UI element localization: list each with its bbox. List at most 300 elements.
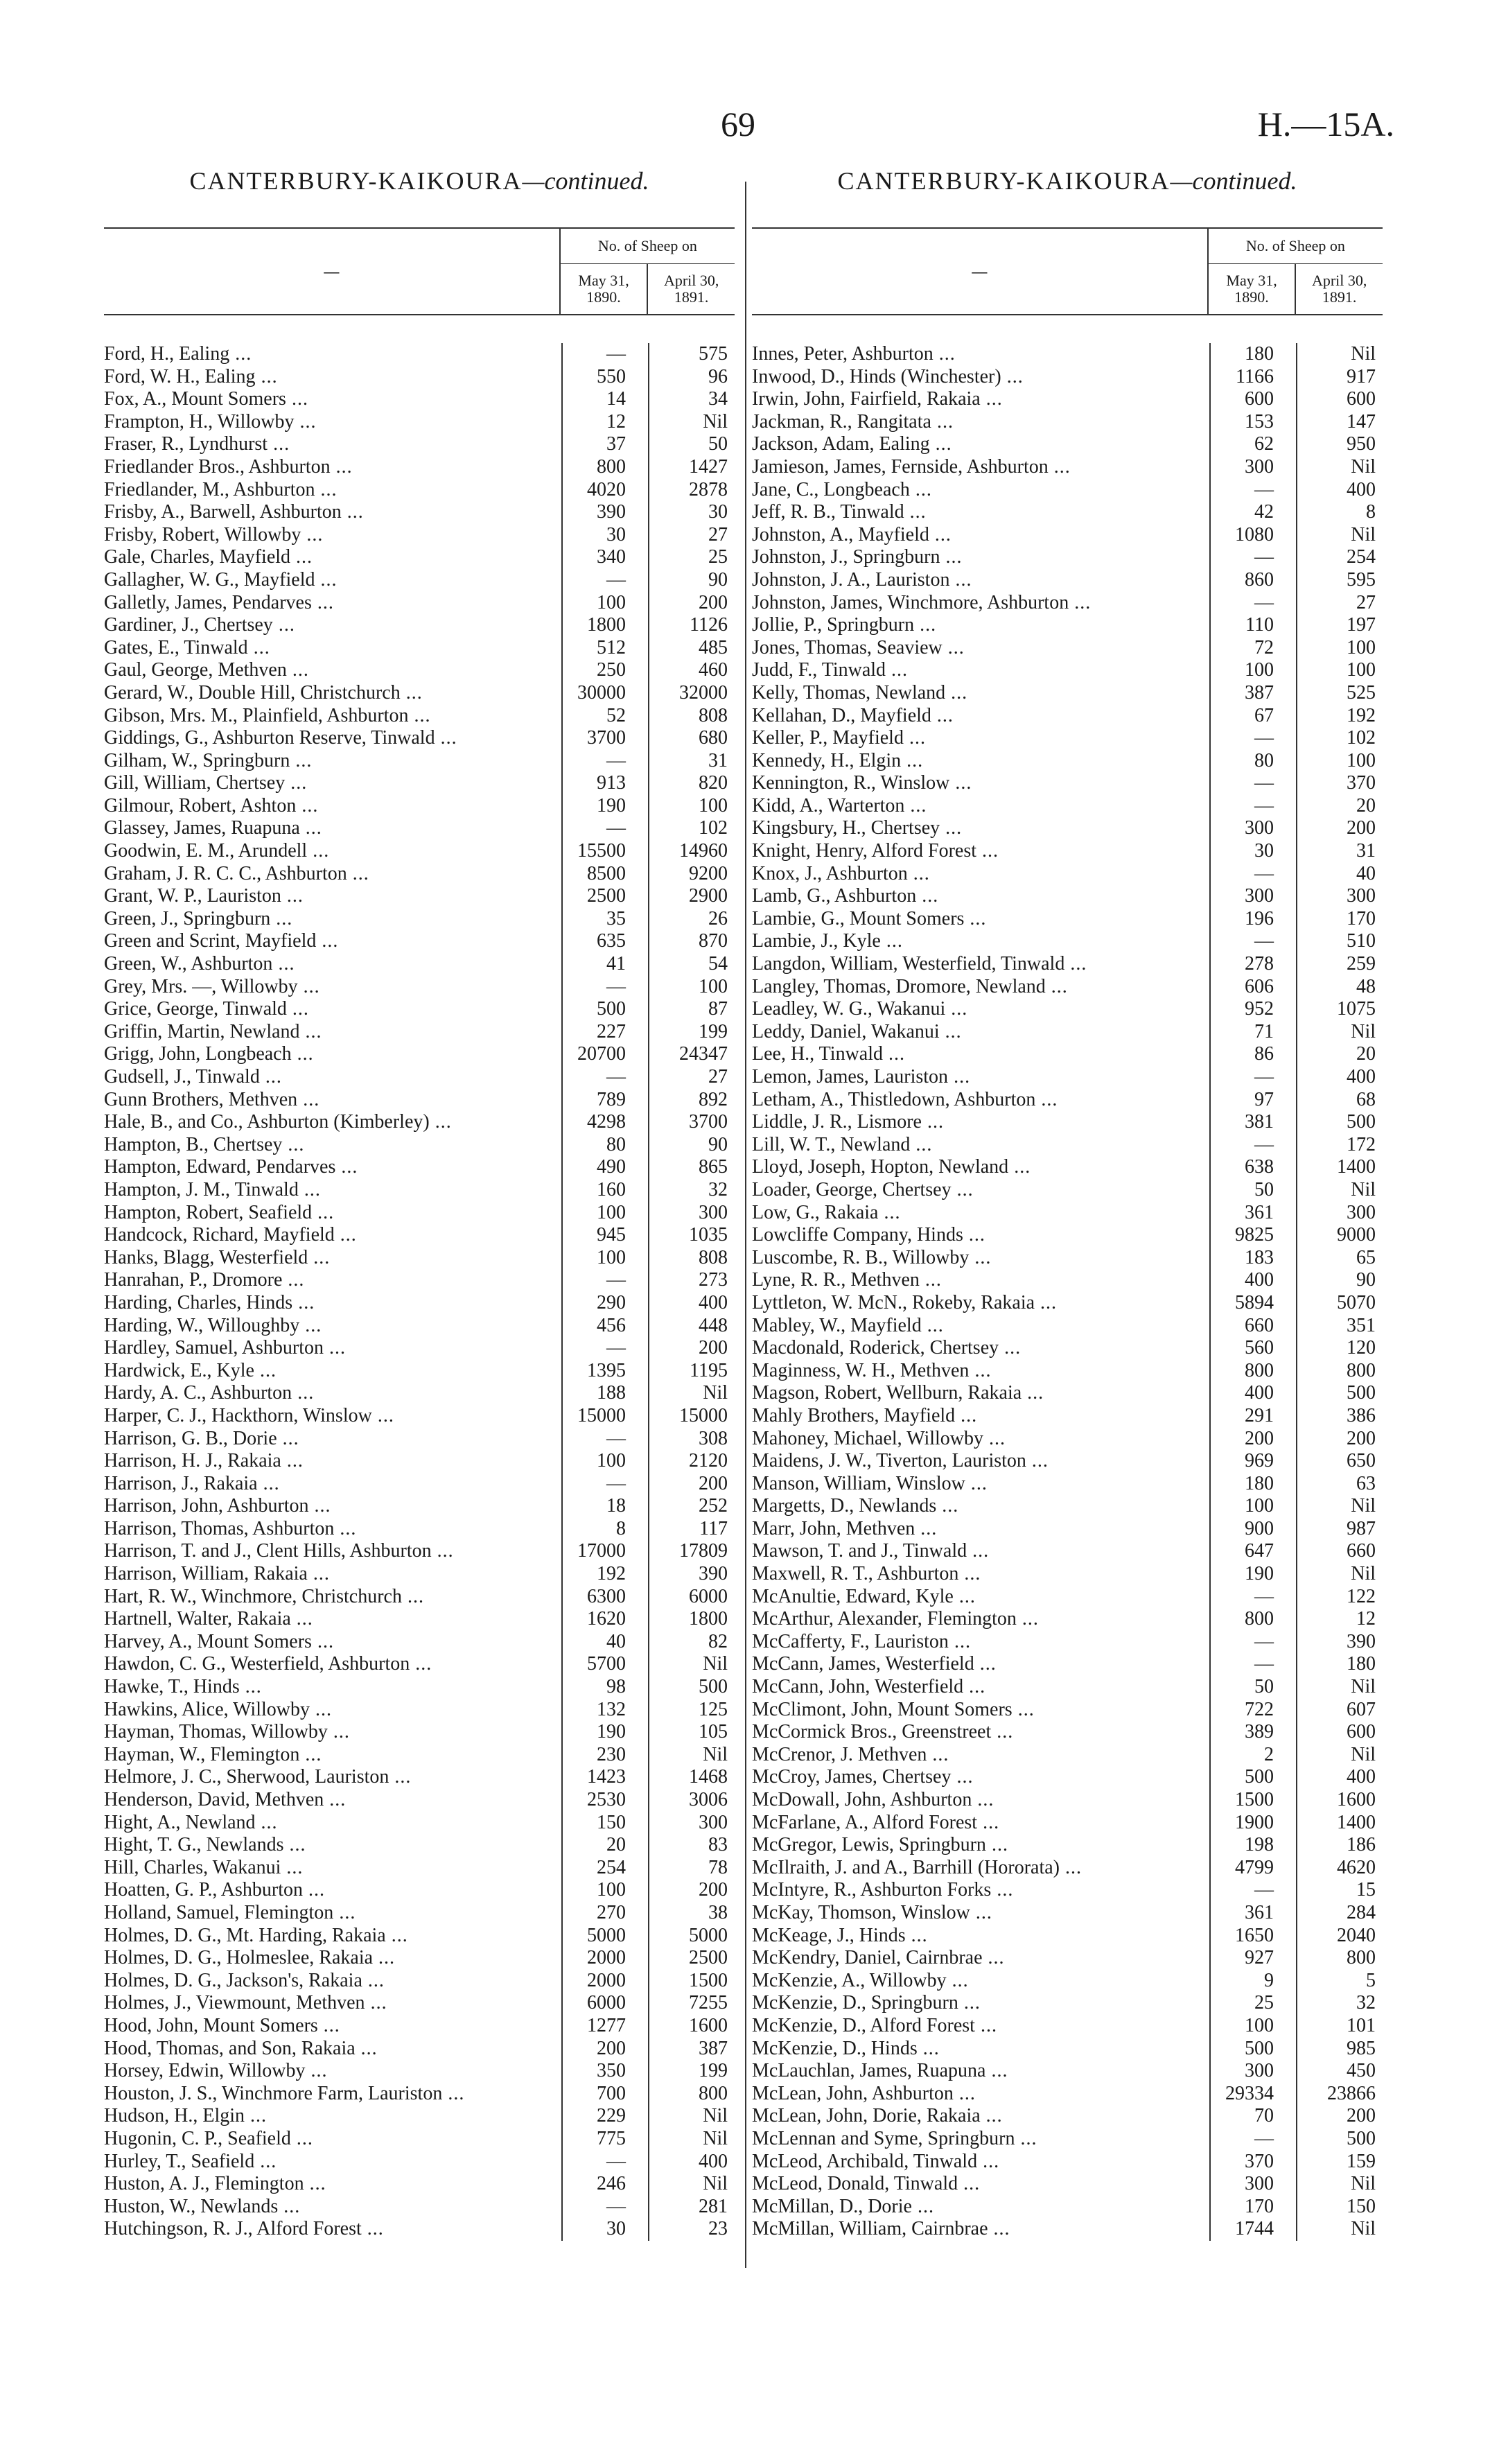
sheep-1890: 300 bbox=[1245, 2060, 1274, 2082]
owner-name bbox=[752, 1089, 1209, 1112]
sheep-1890: 100 bbox=[597, 1450, 626, 1472]
owner-name bbox=[104, 1789, 561, 1812]
owner-name bbox=[104, 456, 561, 479]
sheep-1891: 1126 bbox=[690, 614, 728, 636]
table-row bbox=[752, 2060, 1383, 2083]
sheep-1890: 2500 bbox=[587, 885, 626, 907]
leader-dots: ... bbox=[985, 1834, 1008, 1856]
owner-name-text: Maidens, J. W., Tiverton, Lauriston bbox=[752, 1450, 1026, 1472]
sheep-1890: — bbox=[606, 2195, 626, 2217]
leader-dots: ... bbox=[315, 568, 338, 591]
owner-name bbox=[104, 1857, 561, 1880]
sheep-1891: 5070 bbox=[1337, 1291, 1376, 1313]
sheep-1891: 78 bbox=[708, 1856, 728, 1878]
owner-name-text: Galletly, James, Pendarves bbox=[104, 591, 312, 613]
sheep-1891: Nil bbox=[1351, 523, 1376, 545]
sheep-1891: 259 bbox=[1347, 953, 1376, 975]
sheep-1891: Nil bbox=[703, 1382, 728, 1404]
owner-name-text: Johnston, A., Mayfield bbox=[752, 523, 929, 545]
leader-dots: ... bbox=[940, 817, 963, 839]
sheep-1890: 2 bbox=[1264, 1743, 1274, 1765]
leader-dots: ... bbox=[361, 2218, 384, 2240]
owner-name-text: Gudsell, J., Tinwald bbox=[104, 1066, 260, 1087]
leader-dots: ... bbox=[915, 1517, 938, 1539]
sheep-1891: 31 bbox=[708, 749, 728, 771]
sheep-1890: 490 bbox=[597, 1156, 626, 1178]
owner-name bbox=[104, 1134, 561, 1157]
table-row bbox=[104, 1789, 735, 1812]
sheep-1891: Nil bbox=[1351, 2218, 1376, 2240]
table-header bbox=[752, 227, 1383, 315]
table-row bbox=[104, 1089, 735, 1112]
sheep-1890: 300 bbox=[1245, 817, 1274, 839]
owner-name bbox=[104, 411, 561, 434]
sheep-1891: 15 bbox=[1356, 1879, 1376, 1901]
leader-dots: ... bbox=[969, 1246, 992, 1268]
owner-name bbox=[752, 2060, 1209, 2083]
table-row bbox=[104, 1653, 735, 1676]
leader-dots: ... bbox=[936, 1495, 959, 1517]
sheep-1890: 230 bbox=[597, 1743, 626, 1765]
owner-name bbox=[104, 659, 561, 682]
owner-name-text: Hampton, Robert, Seafield bbox=[104, 1201, 313, 1223]
sheep-1891: 252 bbox=[699, 1495, 728, 1517]
owner-name bbox=[104, 976, 561, 999]
leader-dots: ... bbox=[254, 1359, 277, 1381]
leader-dots: ... bbox=[951, 1178, 974, 1200]
sheep-1890: 17000 bbox=[577, 1540, 626, 1562]
table-row bbox=[104, 1224, 735, 1247]
owner-name bbox=[752, 1473, 1209, 1496]
owner-name bbox=[104, 1653, 561, 1676]
owner-name-text: McKeage, J., Hinds bbox=[752, 1924, 906, 1946]
table-row bbox=[752, 524, 1383, 547]
table-row bbox=[752, 1902, 1383, 1925]
sheep-1891: 273 bbox=[699, 1269, 728, 1291]
sheep-1890: — bbox=[606, 1269, 626, 1291]
sheep-1890: — bbox=[606, 749, 626, 771]
sheep-1890: 560 bbox=[1245, 1337, 1274, 1359]
owner-name bbox=[104, 817, 561, 840]
table-row bbox=[104, 1631, 735, 1654]
owner-name bbox=[104, 1540, 561, 1563]
owner-name bbox=[752, 727, 1209, 750]
sheep-1890: 200 bbox=[597, 2037, 626, 2059]
sheep-1890: 1800 bbox=[587, 614, 626, 636]
table-row bbox=[104, 795, 735, 818]
leader-dots: ... bbox=[308, 1495, 331, 1517]
sheep-1890: 300 bbox=[1245, 2173, 1274, 2195]
owner-name bbox=[752, 2105, 1209, 2128]
sheep-1890: — bbox=[1254, 591, 1274, 613]
sheep-1891: 308 bbox=[699, 1427, 728, 1449]
leader-dots: ... bbox=[977, 2150, 1000, 2172]
sheep-1891: 90 bbox=[1356, 1269, 1376, 1291]
leader-dots: ... bbox=[305, 2060, 328, 2082]
table-row bbox=[752, 1247, 1383, 1270]
sheep-1891: 102 bbox=[699, 817, 728, 839]
owner-name bbox=[752, 1382, 1209, 1405]
owner-name bbox=[104, 1744, 561, 1767]
table-row bbox=[104, 569, 735, 592]
table-row bbox=[752, 1066, 1383, 1089]
sheep-1891: 200 bbox=[699, 1337, 728, 1359]
owner-name-text: Huston, A. J., Flemington bbox=[104, 2173, 304, 2195]
sheep-1890: 20 bbox=[606, 1834, 626, 1856]
table-row bbox=[104, 2015, 735, 2038]
leader-dots: ... bbox=[970, 1901, 992, 1923]
sheep-1891: 200 bbox=[699, 1879, 728, 1901]
owner-name bbox=[104, 1450, 561, 1473]
table-row bbox=[752, 2038, 1383, 2061]
owner-name-text: Leadley, W. G., Wakanui bbox=[752, 998, 946, 1020]
sheep-1891: 17809 bbox=[679, 1540, 728, 1562]
owner-name-text: McCrenor, J. Methven bbox=[752, 1743, 927, 1765]
owner-name-text: Gill, William, Chertsey bbox=[104, 772, 286, 794]
sheep-1891: 200 bbox=[1347, 817, 1376, 839]
table-row bbox=[104, 1156, 735, 1179]
table-row bbox=[752, 1360, 1383, 1383]
sheep-1890: 1900 bbox=[1235, 1811, 1274, 1833]
leader-dots: ... bbox=[389, 1766, 412, 1788]
table-row bbox=[104, 524, 735, 547]
table-row bbox=[752, 2128, 1383, 2151]
sheep-1890: 52 bbox=[606, 704, 626, 726]
leader-dots: ... bbox=[985, 2060, 1008, 2082]
owner-name-text: Mahly Brothers, Mayfield bbox=[752, 1404, 956, 1426]
owner-name bbox=[752, 1224, 1209, 1247]
owner-name-text: McIntyre, R., Ashburton Forks bbox=[752, 1879, 992, 1901]
sheep-1890: 5700 bbox=[587, 1653, 626, 1675]
table-row bbox=[752, 1653, 1383, 1676]
leader-dots: ... bbox=[341, 501, 364, 523]
sheep-1891: 300 bbox=[699, 1201, 728, 1223]
table-row bbox=[104, 930, 735, 953]
table-row bbox=[104, 1269, 735, 1292]
leader-dots: ... bbox=[939, 1020, 962, 1042]
owner-name bbox=[752, 2083, 1209, 2106]
leader-dots: ... bbox=[945, 681, 968, 704]
table-row bbox=[104, 1315, 735, 1338]
sheep-1890: 254 bbox=[597, 1856, 626, 1878]
table-row bbox=[104, 1676, 735, 1699]
owner-name bbox=[104, 1405, 561, 1428]
sheep-1890: 100 bbox=[1245, 1495, 1274, 1517]
owner-name-text: Holmes, J., Viewmount, Methven bbox=[104, 1992, 365, 2014]
owner-name-text: McGregor, Lewis, Springburn bbox=[752, 1834, 986, 1856]
owner-name-text: Hawke, T., Hinds bbox=[104, 1676, 240, 1698]
sheep-1891: 800 bbox=[1347, 1947, 1376, 1969]
owner-name-text: McIlraith, J. and A., Barrhill (Hororata) bbox=[752, 1856, 1060, 1878]
owner-name-text: Gale, Charles, Mayfield bbox=[104, 546, 291, 568]
sheep-1890: 132 bbox=[597, 1698, 626, 1720]
owner-name bbox=[104, 1066, 561, 1089]
owner-name-text: Irwin, John, Fairfield, Rakaia bbox=[752, 388, 981, 410]
leader-dots: ... bbox=[259, 1066, 282, 1087]
table-row bbox=[104, 1857, 735, 1880]
sheep-1891: 170 bbox=[1347, 907, 1376, 929]
sheep-1891: 186 bbox=[1347, 1834, 1376, 1856]
leader-dots: ... bbox=[283, 1834, 306, 1856]
sheep-1891: 4620 bbox=[1337, 1856, 1376, 1878]
sheep-1890: 30000 bbox=[577, 681, 626, 704]
sheep-1891: 1800 bbox=[689, 1608, 728, 1630]
table-row bbox=[752, 1812, 1383, 1835]
owner-name bbox=[752, 1021, 1209, 1044]
owner-name-text: Knight, Henry, Alford Forest bbox=[752, 840, 977, 862]
leader-dots: ... bbox=[1012, 1698, 1035, 1720]
column-title: CANTERBURY-KAIKOURA—continued. bbox=[189, 167, 649, 195]
owner-name-text: Grant, W. P., Lauriston bbox=[104, 885, 281, 907]
leader-dots: ... bbox=[347, 862, 369, 884]
sheep-1891: 1500 bbox=[689, 1969, 728, 1991]
table-row bbox=[104, 411, 735, 434]
table-row bbox=[104, 1540, 735, 1563]
owner-name bbox=[104, 1699, 561, 1722]
sheep-1890: 800 bbox=[597, 455, 626, 478]
owner-name-text: Lambie, J., Kyle bbox=[752, 930, 881, 952]
owner-name bbox=[104, 1992, 561, 2015]
leader-dots: ... bbox=[324, 1789, 347, 1810]
leader-dots: ... bbox=[999, 1337, 1022, 1359]
owner-name bbox=[104, 388, 561, 411]
table-row bbox=[752, 1428, 1383, 1451]
table-row bbox=[752, 817, 1383, 840]
sheep-1891: 100 bbox=[1347, 636, 1376, 658]
sheep-1890: 647 bbox=[1245, 1540, 1274, 1562]
owner-name bbox=[104, 1111, 561, 1134]
table-row bbox=[104, 1834, 735, 1857]
table-row bbox=[104, 1699, 735, 1722]
owner-name bbox=[104, 2218, 561, 2241]
owner-name bbox=[104, 1970, 561, 1993]
sheep-1891: 1468 bbox=[689, 1766, 728, 1788]
table-row bbox=[752, 1179, 1383, 1202]
sheep-1891: 500 bbox=[1347, 1111, 1376, 1133]
sheep-1891: 500 bbox=[1347, 1382, 1376, 1404]
leader-dots: ... bbox=[967, 1540, 990, 1562]
owner-name bbox=[752, 2038, 1209, 2061]
owner-name-text: McLennan and Syme, Springburn bbox=[752, 2127, 1015, 2149]
sheep-1890: 291 bbox=[1245, 1404, 1274, 1426]
leader-dots: ... bbox=[239, 1676, 262, 1698]
table-row bbox=[752, 1156, 1383, 1179]
table-row bbox=[104, 1021, 735, 1044]
leader-dots: ... bbox=[955, 1404, 978, 1426]
sheep-1891: 54 bbox=[708, 953, 728, 975]
sheep-1891: 865 bbox=[699, 1156, 728, 1178]
table-row bbox=[752, 1608, 1383, 1631]
owner-name-text: Hardwick, E., Kyle bbox=[104, 1359, 254, 1381]
sheep-1891: 680 bbox=[699, 727, 728, 749]
owner-name-text: Green, J., Springburn bbox=[104, 907, 271, 929]
leader-dots: ... bbox=[431, 1540, 454, 1562]
owner-name bbox=[752, 1428, 1209, 1451]
sheep-1891: 32 bbox=[1356, 1992, 1376, 2014]
sheep-1890: 100 bbox=[597, 1246, 626, 1268]
table-row bbox=[752, 772, 1383, 795]
leader-dots: ... bbox=[429, 1111, 452, 1133]
leader-dots: ... bbox=[270, 907, 293, 929]
table-row bbox=[104, 953, 735, 976]
table-row bbox=[104, 2128, 735, 2151]
sheep-1890: 512 bbox=[597, 636, 626, 658]
right-column bbox=[752, 166, 1383, 2241]
sheep-1890: 180 bbox=[1245, 343, 1274, 365]
sheep-1890: 390 bbox=[597, 501, 626, 523]
sheep-1890: — bbox=[606, 568, 626, 591]
sheep-1890: — bbox=[1254, 772, 1274, 794]
sheep-1890: 198 bbox=[1245, 1834, 1274, 1856]
owner-name bbox=[752, 1134, 1209, 1157]
table-row bbox=[752, 1834, 1383, 1857]
sheep-1890: 6300 bbox=[587, 1585, 626, 1607]
sheep-1890: — bbox=[1254, 1630, 1274, 1652]
owner-name-text: McKay, Thomson, Winslow bbox=[752, 1901, 970, 1923]
owner-name bbox=[104, 1902, 561, 1925]
sheep-1891: 15000 bbox=[679, 1404, 728, 1426]
sheep-1891: 159 bbox=[1347, 2150, 1376, 2172]
sheep-1890: 30 bbox=[606, 2218, 626, 2240]
sheep-1891: 808 bbox=[699, 704, 728, 726]
sheep-1891: 105 bbox=[699, 1721, 728, 1743]
table-row bbox=[752, 863, 1383, 886]
owner-name bbox=[752, 1495, 1209, 1518]
owner-name-text: McCafferty, F., Lauriston bbox=[752, 1630, 949, 1652]
leader-dots: ... bbox=[983, 1427, 1006, 1449]
owner-name bbox=[752, 1902, 1209, 1925]
table-row bbox=[752, 569, 1383, 592]
sheep-1891: Nil bbox=[1351, 1495, 1376, 1517]
leader-dots: ... bbox=[297, 1088, 320, 1110]
owner-name bbox=[752, 1360, 1209, 1383]
owner-name-text: Luscombe, R. B., Willowby bbox=[752, 1246, 970, 1268]
owner-name-text: Holmes, D. G., Jackson's, Rakaia bbox=[104, 1969, 362, 1991]
table-row bbox=[104, 546, 735, 569]
sheep-1890: 789 bbox=[597, 1088, 626, 1110]
owner-name bbox=[104, 1156, 561, 1179]
leader-dots: ... bbox=[878, 1201, 901, 1223]
leader-dots: ... bbox=[988, 2218, 1010, 2240]
sheep-1891: Nil bbox=[703, 410, 728, 432]
owner-name-text: Lamb, G., Ashburton bbox=[752, 885, 917, 907]
table-row bbox=[104, 1518, 735, 1541]
owner-name bbox=[752, 366, 1209, 389]
owner-name-text: Holmes, D. G., Holmeslee, Rakaia bbox=[104, 1947, 374, 1969]
column-divider bbox=[745, 182, 746, 2268]
owner-name-text: Harrison, T. and J., Clent Hills, Ashburton bbox=[104, 1540, 432, 1562]
sheep-1890: 290 bbox=[597, 1291, 626, 1313]
sheep-1891: 100 bbox=[699, 975, 728, 997]
owner-name-text: Fraser, R., Lyndhurst bbox=[104, 433, 268, 455]
owner-name-text: Margetts, D., Newlands bbox=[752, 1495, 937, 1517]
sheep-1891: Nil bbox=[1351, 1676, 1376, 1698]
owner-name bbox=[752, 2128, 1209, 2151]
table-row bbox=[752, 840, 1383, 863]
owner-name bbox=[752, 1247, 1209, 1270]
owner-name-text: Holmes, D. G., Mt. Harding, Rakaia bbox=[104, 1924, 386, 1946]
sheep-1891: 63 bbox=[1356, 1472, 1376, 1494]
owner-name-text: Hartnell, Walter, Rakaia bbox=[104, 1608, 291, 1630]
owner-name bbox=[104, 2015, 561, 2038]
sheep-1890: 170 bbox=[1245, 2195, 1274, 2217]
sheep-1890: — bbox=[606, 343, 626, 365]
owner-name bbox=[752, 1947, 1209, 1970]
table-row bbox=[752, 1315, 1383, 1338]
sheep-1891: 26 bbox=[708, 907, 728, 929]
table-row bbox=[104, 1202, 735, 1225]
table-row bbox=[752, 2151, 1383, 2174]
table-row bbox=[752, 2105, 1383, 2128]
sheep-1891: 32000 bbox=[679, 681, 728, 704]
leader-dots: ... bbox=[927, 1743, 949, 1765]
table-row bbox=[104, 2038, 735, 2061]
leader-dots: ... bbox=[972, 1789, 994, 1810]
leader-dots: ... bbox=[307, 1563, 330, 1585]
owner-name bbox=[752, 1269, 1209, 1292]
owner-name-text: McCroy, James, Chertsey bbox=[752, 1766, 952, 1788]
sheep-1891: 800 bbox=[1347, 1359, 1376, 1381]
owner-name bbox=[752, 1699, 1209, 1722]
owner-name-text: McDowall, John, Ashburton bbox=[752, 1789, 972, 1810]
table-row bbox=[104, 908, 735, 931]
owner-name-text: McLeod, Donald, Tinwald bbox=[752, 2173, 958, 2195]
table-row bbox=[752, 1405, 1383, 1428]
owner-name-text: Hampton, B., Chertsey bbox=[104, 1133, 283, 1155]
sheep-1891: 650 bbox=[1347, 1450, 1376, 1472]
sheep-1891: 102 bbox=[1347, 727, 1376, 749]
owner-name bbox=[752, 1721, 1209, 1744]
sheep-1891: 122 bbox=[1347, 1585, 1376, 1607]
owner-name-text: Handcock, Richard, Mayfield bbox=[104, 1224, 335, 1246]
leader-dots: ... bbox=[296, 794, 319, 816]
owner-name bbox=[104, 614, 561, 637]
owner-name-text: Hugonin, C. P., Seafield bbox=[104, 2127, 291, 2149]
leader-dots: ... bbox=[299, 817, 322, 839]
table-row bbox=[104, 659, 735, 682]
owner-name bbox=[752, 2151, 1209, 2174]
table-row bbox=[104, 1247, 735, 1270]
sheep-1891: 386 bbox=[1347, 1404, 1376, 1426]
leader-dots: ... bbox=[304, 2173, 326, 2195]
owner-name-text: Jeff, R. B., Tinwald bbox=[752, 501, 904, 523]
sheep-1890: 800 bbox=[1245, 1608, 1274, 1630]
owner-name-text: Gerard, W., Double Hill, Christchurch bbox=[104, 681, 401, 704]
owner-name bbox=[752, 479, 1209, 502]
sheep-count-header: No. of Sheep on bbox=[1208, 228, 1383, 264]
table-row bbox=[752, 1111, 1383, 1134]
table-row bbox=[752, 1202, 1383, 1225]
owner-name-text: Jamieson, James, Fernside, Ashburton bbox=[752, 455, 1049, 478]
owner-name bbox=[752, 1766, 1209, 1789]
owner-name-text: McAnultie, Edward, Kyle bbox=[752, 1585, 954, 1607]
owner-name bbox=[752, 1540, 1209, 1563]
leader-dots: ... bbox=[951, 1766, 974, 1788]
owner-name bbox=[104, 1947, 561, 1970]
sheep-1890: 4799 bbox=[1235, 1856, 1274, 1878]
sheep-1891: 300 bbox=[699, 1811, 728, 1833]
leader-dots: ... bbox=[1059, 1856, 1082, 1878]
leader-dots: ... bbox=[991, 1879, 1014, 1901]
owner-name bbox=[104, 2128, 561, 2151]
owner-name bbox=[752, 1586, 1209, 1609]
owner-name-text: Friedlander Bros., Ashburton bbox=[104, 455, 331, 478]
leader-dots: ... bbox=[976, 840, 999, 862]
owner-name bbox=[104, 1495, 561, 1518]
sheep-1891: 1400 bbox=[1337, 1156, 1376, 1178]
sheep-1891: 65 bbox=[1356, 1246, 1376, 1268]
leader-dots: ... bbox=[916, 885, 939, 907]
